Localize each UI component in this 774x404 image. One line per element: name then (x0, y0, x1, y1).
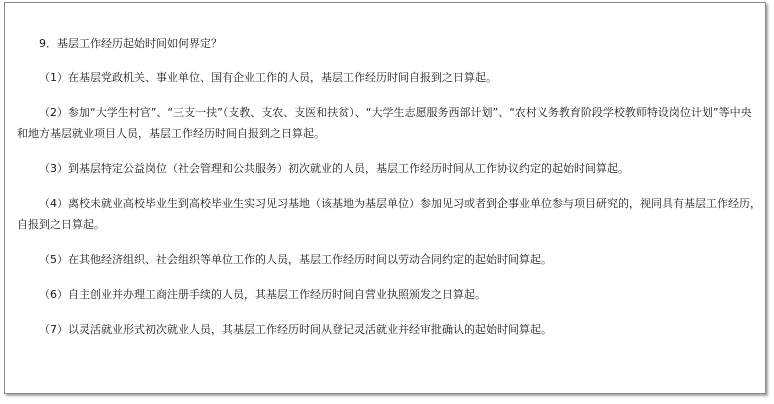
answer-item-6: （6）自主创业并办理工商注册手续的人员，其基层工作经历时间自营业执照颁发之日算起。 (39, 288, 486, 301)
answer-item-1: （1）在基层党政机关、事业单位、国有企业工作的人员，基层工作经历时间自报到之日算起。 (39, 71, 497, 84)
answer-item-3: （3）到基层特定公益岗位（社会管理和公共服务）初次就业的人员，基层工作经历时间从工作协议约定的起始时间算起。 (39, 162, 629, 175)
answer-item-7: （7）以灵活就业形式初次就业人员，其基层工作经历时间从登记灵活就业并经审批确认的起始时间算起。 (39, 323, 552, 336)
document-content (17, 33, 761, 340)
answer-item-2: （2）参加“大学生村官”、“三支一扶”（支教、支农、支医和扶贫）、“大学生志愿服务西部计划”、“农村义务教育阶段学校教师特设岗位计划”等中央和地方基层就业项目人员，基层工作经历时间自报到之日算起。 (17, 106, 752, 140)
document-frame (4, 2, 766, 394)
question-heading: 9．基层工作经历起始时间如何界定？ (39, 37, 222, 50)
answer-item-4: （4）离校未就业高校毕业生到高校毕业生实习见习基地（该基地为基层单位）参加见习或者到企事业单位参与项目研究的，视同具有基层工作经历，自报到之日算起。 (17, 197, 761, 231)
answer-item-5: （5）在其他经济组织、社会组织等单位工作的人员，基层工作经历时间以劳动合同约定的起始时间算起。 (39, 253, 552, 266)
